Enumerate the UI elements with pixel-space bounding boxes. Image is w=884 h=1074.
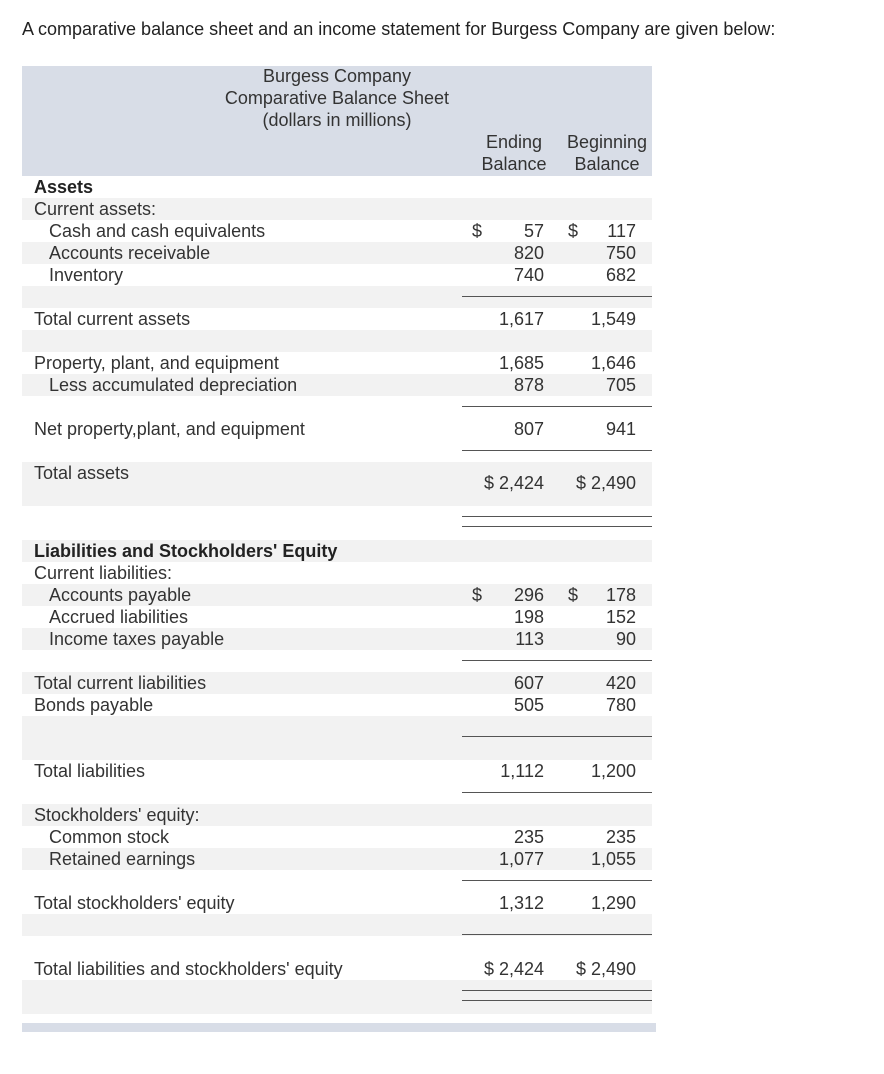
row-label: Accounts receivable: [49, 243, 211, 263]
double-rule-top: [462, 516, 652, 517]
row-label: Current assets:: [34, 199, 157, 219]
ending-value: 296: [513, 585, 544, 605]
row-total-liabilities: [22, 760, 652, 782]
col-beginning-line2: Balance: [574, 154, 640, 174]
ending-value: $ 2,424: [483, 959, 544, 979]
ending-value: 1,312: [498, 893, 544, 913]
row-bonds-payable: [22, 694, 652, 716]
row-spacer: [22, 716, 652, 760]
ending-value: 740: [513, 265, 544, 285]
ending-value: 235: [513, 827, 544, 847]
row-total-current-liabilities: [22, 672, 652, 694]
row-inventory: [22, 264, 652, 286]
row-common-stock: [22, 826, 652, 848]
col-ending-line1: Ending: [485, 132, 543, 152]
row-current-liabilities-heading: [22, 562, 652, 584]
beginning-value: 420: [605, 673, 636, 693]
row-spacer: [22, 914, 652, 936]
beginning-value: 1,055: [590, 849, 636, 869]
ending-value: 57: [523, 221, 544, 241]
row-label: Common stock: [49, 827, 170, 847]
row-label: Total assets: [34, 463, 130, 483]
row-label: Bonds payable: [34, 695, 154, 715]
subtotal-rule: [462, 660, 652, 661]
row-label: Liabilities and Stockholders' Equity: [34, 541, 338, 561]
beginning-value: 1,290: [590, 893, 636, 913]
row-income-taxes-payable: [22, 628, 652, 650]
beginning-value: 1,200: [590, 761, 636, 781]
row-label: Total liabilities: [34, 761, 146, 781]
beginning-value: 117: [607, 221, 636, 241]
row-spacer: [22, 980, 652, 1014]
row-accumulated-depreciation: [22, 374, 652, 396]
row-total-liabilities-and-equity: [22, 958, 652, 980]
beginning-value: 235: [605, 827, 636, 847]
double-rule-top: [462, 990, 652, 991]
beginning-value: 90: [615, 629, 636, 649]
subtotal-rule: [462, 296, 652, 297]
beginning-value: 750: [605, 243, 636, 263]
subtotal-rule: [462, 880, 652, 881]
beginning-value: 780: [605, 695, 636, 715]
row-label: Total current assets: [34, 309, 191, 329]
ending-value: 1,077: [498, 849, 544, 869]
row-total-current-assets: [22, 308, 652, 330]
subtotal-rule: [462, 736, 652, 737]
row-liabilities-heading: [22, 540, 652, 562]
end-dollar-sign: $: [472, 221, 483, 241]
ending-value: 878: [513, 375, 544, 395]
row-label: Accrued liabilities: [49, 607, 189, 627]
row-label: Accounts payable: [49, 585, 192, 605]
beginning-value: 705: [605, 375, 636, 395]
ending-value: 1,685: [498, 353, 544, 373]
double-rule-bottom: [462, 526, 652, 527]
ending-value: 820: [513, 243, 544, 263]
row-label: Total liabilities and stockholders' equity: [34, 959, 343, 979]
intro-text: A comparative balance sheet and an income statement for Burgess Company are given below:: [22, 19, 776, 39]
company-name: Burgess Company: [262, 66, 412, 86]
beg-dollar-sign: $: [568, 585, 579, 605]
end-dollar-sign: $: [472, 585, 483, 605]
row-cash: [22, 220, 652, 242]
ending-value: 198: [513, 607, 544, 627]
row-accounts-receivable: [22, 242, 652, 264]
beginning-value: 1,646: [590, 353, 636, 373]
beginning-value: 178: [605, 585, 636, 605]
double-rule-bottom: [462, 1000, 652, 1001]
row-accrued-liabilities: [22, 606, 652, 628]
ending-value: 113: [515, 629, 544, 649]
ending-value: 607: [513, 673, 544, 693]
beg-dollar-sign: $: [568, 221, 579, 241]
ending-value: $ 2,424: [483, 473, 544, 493]
beginning-value: 152: [605, 607, 636, 627]
beginning-value: $ 2,490: [575, 959, 636, 979]
row-label: Current liabilities:: [34, 563, 173, 583]
row-label: Net property,plant, and equipment: [34, 419, 305, 439]
subtotal-rule: [462, 406, 652, 407]
row-label: Total current liabilities: [34, 673, 207, 693]
row-label: Property, plant, and equipment: [34, 353, 279, 373]
row-spacer: [22, 286, 652, 308]
row-label: Retained earnings: [49, 849, 196, 869]
statement-title: Comparative Balance Sheet: [224, 88, 450, 108]
beginning-value: $ 2,490: [575, 473, 636, 493]
row-label: Total stockholders' equity: [34, 893, 235, 913]
row-net-ppe: [22, 418, 652, 440]
ending-value: 1,617: [498, 309, 544, 329]
ending-value: 807: [513, 419, 544, 439]
row-label: Assets: [34, 177, 94, 197]
units-note: (dollars in millions): [262, 110, 412, 130]
beginning-value: 1,549: [590, 309, 636, 329]
table-header: [22, 66, 652, 176]
row-ppe: [22, 352, 652, 374]
row-stockholders-equity-heading: [22, 804, 652, 826]
col-ending-line2: Balance: [481, 154, 547, 174]
col-beginning-line1: Beginning: [566, 132, 648, 152]
ending-value: 1,112: [500, 761, 544, 781]
row-total-stockholders-equity: [22, 892, 652, 914]
row-label: Cash and cash equivalents: [49, 221, 266, 241]
row-current-assets-heading: [22, 198, 652, 220]
ending-value: 505: [513, 695, 544, 715]
subtotal-rule: [462, 934, 652, 935]
row-label: Inventory: [49, 265, 124, 285]
row-label: Income taxes payable: [49, 629, 225, 649]
table-footer-bar: [22, 1023, 656, 1032]
row-retained-earnings: [22, 848, 652, 870]
row-label: Less accumulated depreciation: [49, 375, 298, 395]
row-total-assets: [22, 462, 652, 506]
row-accounts-payable: [22, 584, 652, 606]
row-spacer: [22, 330, 652, 352]
row-assets-heading: [22, 176, 652, 198]
beginning-value: 682: [605, 265, 636, 285]
subtotal-rule: [462, 792, 652, 793]
beginning-value: 941: [605, 419, 636, 439]
subtotal-rule: [462, 450, 652, 451]
row-label: Stockholders' equity:: [34, 805, 200, 825]
